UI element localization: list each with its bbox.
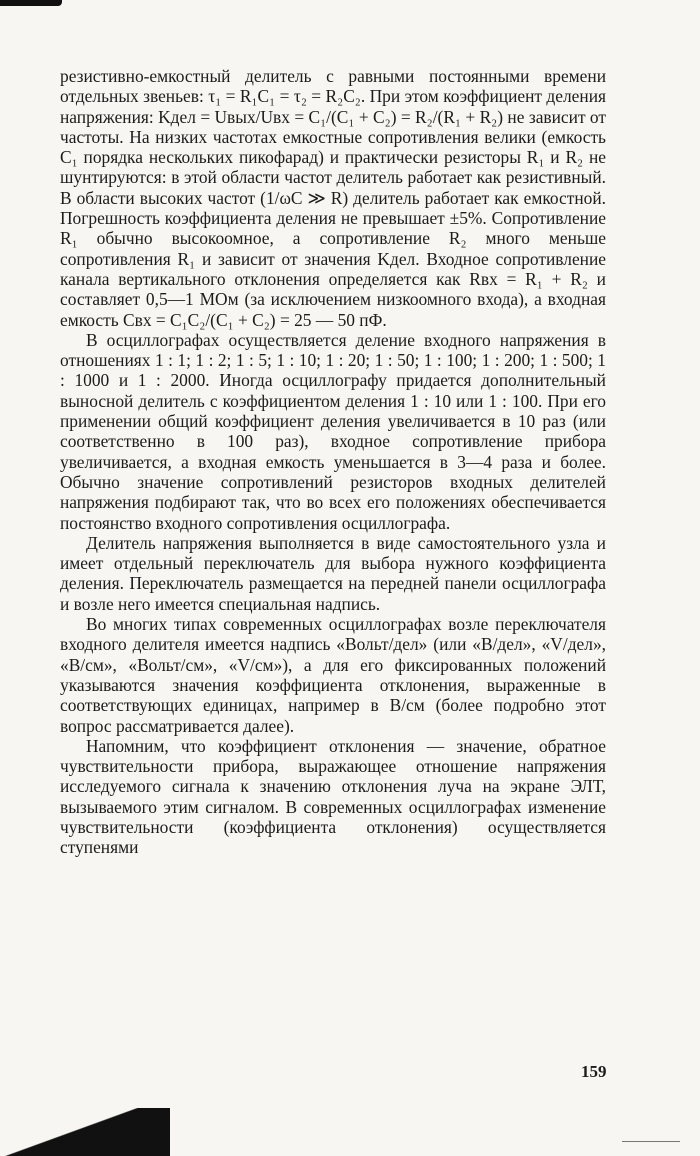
paragraph-5: Напомним, что коэффициент отклонения — значение, обратное чувствительности прибора, выражающее отношение напряжения исследуемого сигнала к значению отклонения луча на экране ЭЛТ, вызываемого этим сигналом. В современных осциллографах изменение чувствительности (коэффициента отклонения) осуществляется ступенями [60, 735, 606, 858]
paragraph-3: Делитель напряжения выполняется в виде самостоятельного узла и имеет отдельный переключатель для выбора нужного коэффициента деления. Переключатель размещается на передней панели осциллографа и возле него имеется специальная надпись. [60, 532, 606, 614]
paragraph-4: Во многих типах современных осциллографах возле переключателя входного делителя имеется надпись «Вольт/дел» (или «В/дел», «V/дел», «В/см», «Вольт/см», «V/см»), а для его фиксированных положений указываются значения коэффициента отклонения, выраженные в соответствующих единицах, например в В/см (более подробно этот вопрос рассматривается далее). [60, 614, 606, 736]
paragraph-1: резистивно-емкостный делитель с равными постоянными времени отдельных звеньев: τ₁ = R₁C₁ = τ₂ = R₂C₂. При этом коэффициент деления напряжения: Kдел = Uвых/Uвх = C₁/(C₁ + C₂) = R₂/(R₁ + R₂) не зависит от частоты. На низких частотах емкостные сопротивления велики (емкость C₁ порядка нескольких пикофарад) и практически резисторы R₁ и R₂ не шунтируются: в этой области частот делитель работает как резистивный. В области высоких частот (1/ωC ≫ R) делитель работает как емкостной. Погрешность коэффициента деления не превышает ±5%. Сопротивление R₁ обычно высокоомное, а сопротивление R₂ много меньше сопротивления R₁ и зависит от значения Kдел. Входное сопротивление канала вертикального отклонения определяется как Rвх = R₁ + R₂ и составляет 0,5—1 МОм (за исключением низкоомного входа), а входная емкость Cвх = C₁C₂/(C₁ + C₂) = 25 — 50 пФ. [60, 66, 606, 330]
scan-corner-shadow [0, 1108, 170, 1156]
paragraph-2: В осциллографах осуществляется деление входного напряжения в отношениях 1 : 1; 1 : 2; 1 : 5; 1 : 10; 1 : 20; 1 : 50; 1 : 100; 1 : 200; 1 : 500; 1 : 1000 и 1 : 2000. Иногда осциллографу придается дополнительный выносной делитель с коэффициентом деления 1 : 10 или 1 : 100. При его применении общий коэффициент деления увеличивается в 10 раз (или соответственно в 100 раз), входное сопротивление прибора увеличивается, а входная емкость уменьшается в 3—4 раза и более. Обычно значение сопротивлений резисторов входных делителей напряжения подбирают так, что во всех его положениях обеспечивается постоянство входного сопротивления осциллографа. [60, 329, 606, 533]
page-number: 159 [581, 1062, 607, 1081]
scan-edge-mark [0, 0, 62, 6]
scan-edge-line [622, 1141, 680, 1142]
page-body [60, 66, 606, 858]
